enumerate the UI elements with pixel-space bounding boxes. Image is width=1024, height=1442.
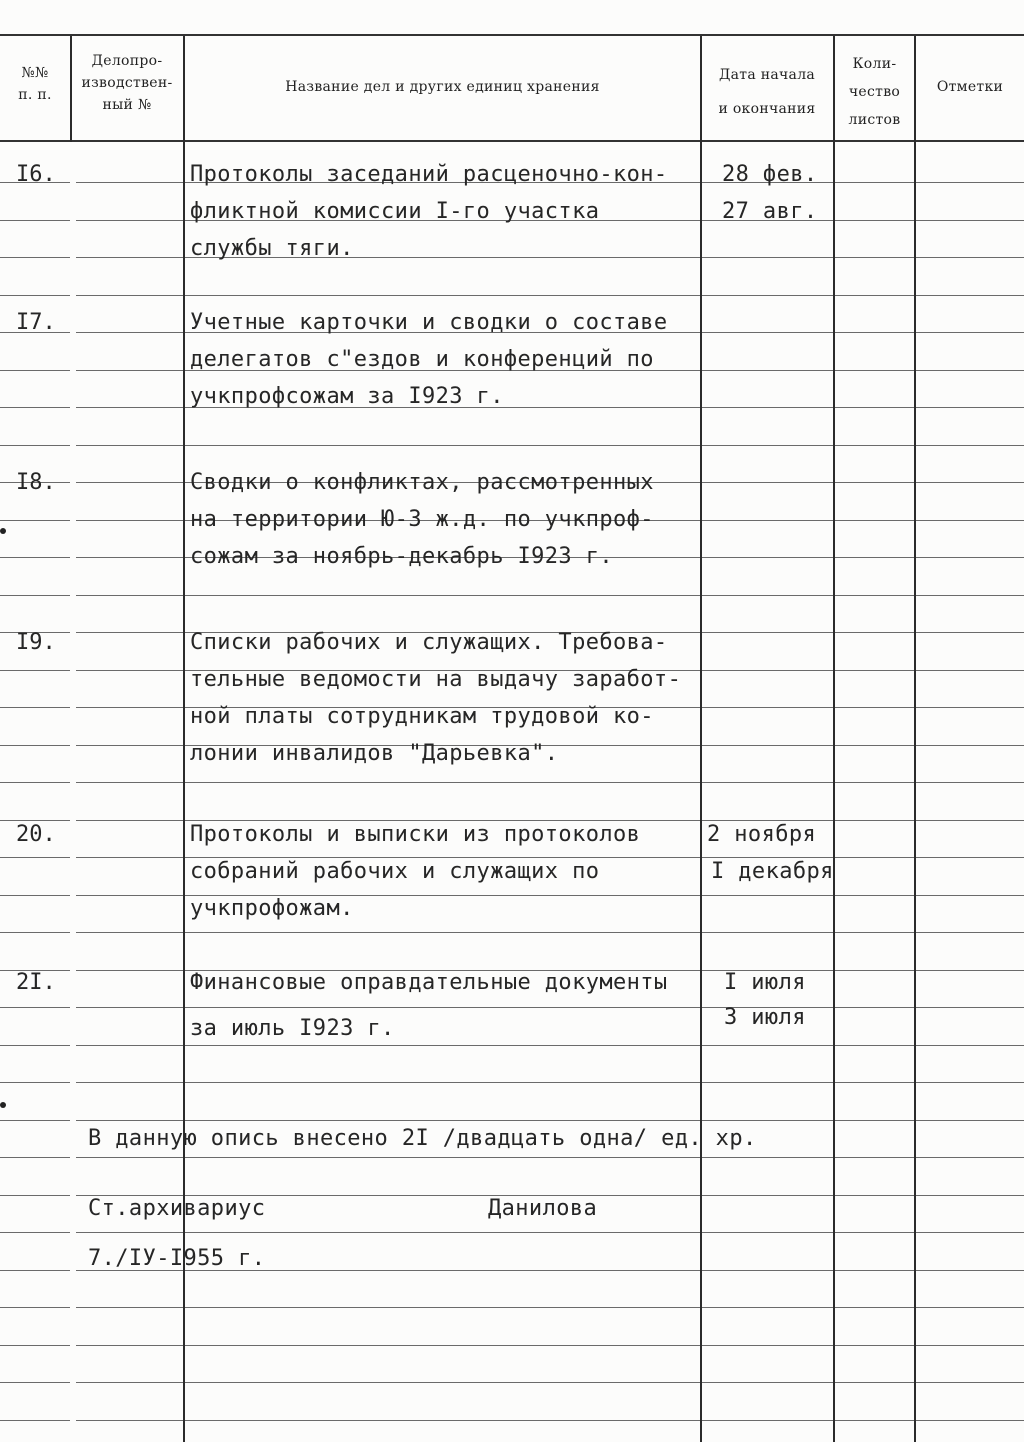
ruled-line	[0, 707, 70, 708]
ruled-line	[835, 707, 914, 708]
record-title-line: Сводки о конфликтах, рассмотренных	[190, 470, 654, 495]
ruled-line	[76, 707, 183, 708]
ruled-line	[702, 482, 833, 483]
ruled-line	[76, 970, 183, 971]
ruled-line	[916, 820, 1024, 821]
ruled-line	[76, 895, 183, 896]
ruled-line	[916, 745, 1024, 746]
record-end-date: 27 авг.	[722, 199, 818, 224]
ruled-line	[916, 1270, 1024, 1271]
ruled-line	[835, 220, 914, 221]
ruled-line	[916, 1082, 1024, 1083]
ruled-line	[916, 332, 1024, 333]
ruled-line	[76, 1120, 183, 1121]
archivist-signature-name: Данилова	[488, 1196, 598, 1221]
ruled-line	[76, 595, 183, 596]
ruled-line	[76, 857, 183, 858]
record-number: I6.	[16, 162, 56, 187]
ruled-line	[916, 557, 1024, 558]
ruled-line	[0, 1045, 70, 1046]
record-start-date: I июля	[724, 970, 806, 995]
record-title-line: на территории Ю-З ж.д. по учкпроф-	[190, 507, 654, 532]
record-start-date: 2 ноября	[707, 822, 817, 847]
ruled-line	[185, 1120, 700, 1121]
record-number: I9.	[16, 630, 56, 655]
ruled-line	[916, 707, 1024, 708]
ruled-line	[835, 1382, 914, 1383]
ruled-line	[835, 482, 914, 483]
ruled-line	[185, 1382, 700, 1383]
ruled-line	[702, 782, 833, 783]
header-num: №№ п. п.	[18, 65, 52, 103]
ruled-line	[916, 1007, 1024, 1008]
ruled-line	[916, 1345, 1024, 1346]
ruled-line	[702, 1382, 833, 1383]
punch-mark	[0, 528, 6, 534]
ruled-line	[702, 1420, 833, 1421]
ruled-line	[835, 1157, 914, 1158]
ruled-line	[76, 1007, 183, 1008]
ruled-line	[76, 820, 183, 821]
ruled-line	[835, 932, 914, 933]
record-title-line: учкпрофсожам за I923 г.	[190, 384, 504, 409]
ruled-line	[835, 1045, 914, 1046]
ruled-line	[0, 895, 70, 896]
ruled-line	[916, 1382, 1024, 1383]
ruled-line	[835, 1082, 914, 1083]
ruled-line	[0, 1232, 70, 1233]
record-title-line: Протоколы и выписки из протоколов	[190, 822, 641, 847]
ruled-line	[185, 445, 700, 446]
ruled-line	[76, 520, 183, 521]
ruled-line	[702, 445, 833, 446]
header-title: Название дел и других единиц хранения	[285, 79, 600, 95]
ruled-line	[702, 1045, 833, 1046]
ruled-line	[702, 370, 833, 371]
ruled-line	[702, 707, 833, 708]
record-title-line: ной платы сотрудникам трудовой ко-	[190, 704, 654, 729]
header-sheets: Коли- чество листов	[848, 56, 901, 128]
ruled-line	[916, 182, 1024, 183]
ruled-line	[76, 370, 183, 371]
ruled-line	[76, 745, 183, 746]
ruled-line	[835, 632, 914, 633]
ruled-line	[835, 1307, 914, 1308]
record-title-line: сожам за ноябрь-декабрь I923 г.	[190, 544, 613, 569]
record-number: 2I.	[16, 970, 56, 995]
ruled-line	[916, 632, 1024, 633]
top-border	[0, 34, 1024, 36]
ruled-line	[916, 407, 1024, 408]
ruled-line	[702, 1157, 833, 1158]
ruled-line	[835, 370, 914, 371]
ruled-line	[76, 1382, 183, 1383]
ruled-line	[835, 1420, 914, 1421]
ruled-line	[185, 820, 700, 821]
ruled-line	[916, 220, 1024, 221]
ruled-line	[916, 1420, 1024, 1421]
ruled-line	[185, 1157, 700, 1158]
inventory-date: 7./IУ-I955 г.	[88, 1246, 266, 1271]
ruled-line	[916, 895, 1024, 896]
ruled-line	[916, 482, 1024, 483]
ruled-line	[835, 745, 914, 746]
record-end-date: I декабря	[711, 859, 834, 884]
ruled-line	[702, 295, 833, 296]
ruled-line	[185, 1420, 700, 1421]
archivist-position: Ст.архивариус	[88, 1196, 266, 1221]
ruled-line	[76, 445, 183, 446]
record-title-line: Финансовые оправдательные документы	[190, 970, 668, 995]
ruled-line	[76, 407, 183, 408]
ruled-line	[702, 1345, 833, 1346]
ruled-line	[702, 670, 833, 671]
ruled-line	[702, 632, 833, 633]
ruled-line	[916, 670, 1024, 671]
ruled-line	[76, 220, 183, 221]
record-title-line: учкпрофожам.	[190, 896, 354, 921]
ruled-line	[0, 820, 70, 821]
record-number: 20.	[16, 822, 56, 847]
ruled-line	[702, 1082, 833, 1083]
ruled-line	[702, 407, 833, 408]
ruled-line	[916, 520, 1024, 521]
ruled-line	[702, 557, 833, 558]
ruled-line	[76, 782, 183, 783]
ruled-line	[835, 670, 914, 671]
ruled-line	[0, 1307, 70, 1308]
ruled-line	[0, 1345, 70, 1346]
ruled-line	[76, 632, 183, 633]
header-notes: Отметки	[936, 79, 1004, 95]
ruled-line	[76, 295, 183, 296]
ruled-line	[916, 1307, 1024, 1308]
ruled-line	[835, 520, 914, 521]
ruled-line	[76, 932, 183, 933]
ruled-line	[185, 782, 700, 783]
ruled-line	[835, 782, 914, 783]
record-title-line: собраний рабочих и служащих по	[190, 859, 600, 884]
record-number: I8.	[16, 470, 56, 495]
ruled-line	[0, 595, 70, 596]
record-number: I7.	[16, 310, 56, 335]
ruled-line	[0, 1420, 70, 1421]
record-title-line: лонии инвалидов "Дарьевка".	[190, 741, 559, 766]
header-office-number: Делопро- изводствен- ный №	[81, 53, 173, 113]
ruled-line	[835, 182, 914, 183]
header-bottom-border	[0, 140, 1024, 142]
record-title-line: за июль I923 г.	[190, 1016, 395, 1041]
record-title-line: службы тяги.	[190, 236, 354, 261]
ruled-line	[76, 670, 183, 671]
ruled-line	[0, 745, 70, 746]
ruled-line	[835, 1195, 914, 1196]
ruled-line	[835, 595, 914, 596]
ruled-line	[916, 1157, 1024, 1158]
ruled-line	[835, 895, 914, 896]
ruled-line	[916, 1232, 1024, 1233]
ruled-line	[76, 1232, 183, 1233]
ruled-line	[702, 332, 833, 333]
ruled-line	[0, 295, 70, 296]
ruled-line	[76, 1420, 183, 1421]
ruled-line	[702, 257, 833, 258]
ruled-line	[916, 1045, 1024, 1046]
header-dates: Дата начала и окончания	[718, 67, 816, 117]
record-start-date: 28 фев.	[722, 162, 818, 187]
ruled-line	[702, 1120, 833, 1121]
ruled-line	[702, 932, 833, 933]
ruled-line	[0, 1270, 70, 1271]
ruled-line	[835, 820, 914, 821]
record-title-line: делегатов с"ездов и конференций по	[190, 347, 654, 372]
ruled-line	[185, 932, 700, 933]
ruled-line	[702, 895, 833, 896]
ruled-line	[0, 1120, 70, 1121]
ruled-line	[0, 557, 70, 558]
ruled-line	[702, 595, 833, 596]
ruled-line	[702, 1232, 833, 1233]
ruled-line	[0, 1195, 70, 1196]
ruled-line	[76, 482, 183, 483]
ruled-line	[76, 1082, 183, 1083]
record-title-line: тельные ведомости на выдачу заработ-	[190, 667, 682, 692]
ruled-line	[916, 782, 1024, 783]
ruled-line	[0, 1007, 70, 1008]
ruled-line	[835, 1232, 914, 1233]
ruled-line	[0, 257, 70, 258]
inventory-summary: В данную опись внесено 2I /двадцать одна/ ед. хр.	[88, 1126, 757, 1151]
ruled-line	[702, 1270, 833, 1271]
ruled-line	[0, 670, 70, 671]
punch-mark	[0, 1102, 6, 1108]
ruled-line	[702, 745, 833, 746]
ruled-line	[835, 295, 914, 296]
ruled-line	[76, 1345, 183, 1346]
ruled-line	[916, 257, 1024, 258]
ruled-line	[0, 857, 70, 858]
ruled-line	[185, 595, 700, 596]
ruled-line	[916, 1120, 1024, 1121]
ruled-line	[0, 932, 70, 933]
ruled-line	[0, 445, 70, 446]
ruled-line	[835, 557, 914, 558]
ruled-line	[916, 370, 1024, 371]
ruled-line	[0, 220, 70, 221]
ruled-line	[185, 1232, 700, 1233]
ruled-line	[835, 1007, 914, 1008]
ruled-line	[702, 1195, 833, 1196]
ruled-line	[76, 182, 183, 183]
ruled-line	[185, 1007, 700, 1008]
ruled-line	[185, 1082, 700, 1083]
ruled-line	[916, 1195, 1024, 1196]
ruled-line	[835, 1120, 914, 1121]
ruled-line	[76, 1157, 183, 1158]
ruled-line	[185, 857, 700, 858]
ruled-line	[835, 1270, 914, 1271]
ruled-line	[76, 1307, 183, 1308]
ruled-line	[76, 557, 183, 558]
record-title-line: фликтной комиссии I-го участка	[190, 199, 600, 224]
ruled-line	[702, 857, 833, 858]
ruled-line	[916, 445, 1024, 446]
ruled-line	[916, 295, 1024, 296]
ruled-line	[835, 332, 914, 333]
ruled-line	[702, 520, 833, 521]
record-title-line: Списки рабочих и служащих. Требова-	[190, 630, 668, 655]
ruled-line	[835, 407, 914, 408]
ruled-line	[76, 332, 183, 333]
ruled-line	[835, 970, 914, 971]
record-title-line: Учетные карточки и сводки о составе	[190, 310, 668, 335]
ruled-line	[0, 1082, 70, 1083]
ruled-line	[0, 520, 70, 521]
ruled-line	[835, 257, 914, 258]
ruled-line	[835, 1345, 914, 1346]
ruled-line	[0, 782, 70, 783]
ruled-line	[702, 820, 833, 821]
ruled-line	[0, 370, 70, 371]
record-title-line: Протоколы заседаний расценочно-кон-	[190, 162, 668, 187]
ruled-line	[185, 1345, 700, 1346]
ruled-line	[916, 970, 1024, 971]
ruled-line	[916, 932, 1024, 933]
ruled-line	[0, 1382, 70, 1383]
ruled-line	[916, 857, 1024, 858]
ruled-line	[76, 257, 183, 258]
ruled-line	[835, 445, 914, 446]
ruled-line	[185, 1307, 700, 1308]
record-end-date: 3 июля	[724, 1005, 806, 1030]
ruled-line	[835, 857, 914, 858]
ruled-line	[916, 595, 1024, 596]
ruled-line	[0, 1157, 70, 1158]
ruled-line	[76, 1045, 183, 1046]
ruled-line	[702, 1307, 833, 1308]
ruled-line	[185, 295, 700, 296]
ruled-line	[0, 407, 70, 408]
ruled-line	[185, 1045, 700, 1046]
